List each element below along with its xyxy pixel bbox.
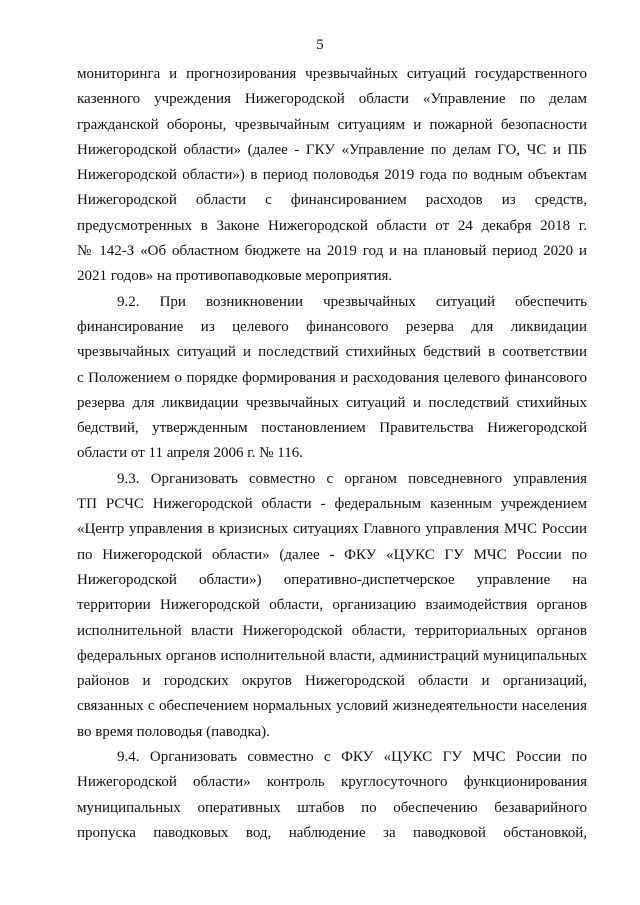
text-line: Нижегородской области» контроль круглосуточного функционирования <box>77 774 587 791</box>
text-line: районов и городских округов Нижегородской области и организаций, <box>77 673 587 690</box>
text-line: территории Нижегородской области, организацию взаимодействия органов <box>77 597 587 614</box>
text-line: федеральных органов исполнительной власти, администраций муниципальных <box>77 647 587 664</box>
text-line: Нижегородской области с финансированием расходов из средств, <box>77 192 587 209</box>
text-line: мониторинга и прогнозирования чрезвычайных ситуаций государственного <box>77 66 587 82</box>
text-line: во время половодья (паводка). <box>77 723 270 740</box>
text-line: ТП РСЧС Нижегородской области - федеральным казенным учреждением <box>77 496 587 513</box>
text-line: 9.2. При возникновении чрезвычайных ситуаций обеспечить <box>117 293 587 310</box>
paragraph-9-3 <box>77 467 587 745</box>
text-line: «Центр управления в кризисных ситуациях Главного управления МЧС России <box>77 521 587 538</box>
text-line: резерва для ликвидации чрезвычайных ситуаций и последствий стихийных <box>77 394 587 411</box>
text-line: Нижегородской области») оперативно-диспетчерское управление на <box>77 571 587 588</box>
text-line: по Нижегородской области» (далее - ФКУ «ЦУКС ГУ МЧС России по <box>77 546 587 563</box>
text-line: Нижегородской области») в период половодья 2019 года по водным объектам <box>77 167 587 184</box>
text-line: исполнительной власти Нижегородской области, территориальных органов <box>77 622 587 639</box>
text-line: пропуска паводковых вод, наблюдение за паводковой обстановкой, <box>77 824 587 841</box>
text-line: муниципальных оперативных штабов по обеспечению безаварийного <box>77 799 587 816</box>
text-line: казенного учреждения Нижегородской области «Управление по делам <box>77 91 587 108</box>
body-text <box>77 62 587 846</box>
text-line: предусмотренных в Законе Нижегородской области от 24 декабря 2018 г. <box>77 217 587 234</box>
paragraph-continuation <box>77 62 587 290</box>
paragraph-9-2 <box>77 290 587 467</box>
text-line: 9.4. Организовать совместно с ФКУ «ЦУКС ГУ МЧС России по <box>117 749 587 766</box>
text-line: финансирование из целевого финансового резерва для ликвидации <box>77 318 587 335</box>
text-line: связанных с обеспечением нормальных условий жизнедеятельности населения <box>77 698 587 715</box>
text-line: с Положением о порядке формирования и расходования целевого финансового <box>77 369 587 386</box>
text-line: Нижегородской области» (далее - ГКУ «Управление по делам ГО, ЧС и ПБ <box>77 141 587 158</box>
text-line: 2021 годов» на противопаводковые мероприятия. <box>77 268 393 285</box>
text-line: бедствий, утвержденным постановлением Правительства Нижегородской <box>77 420 587 437</box>
text-line: чрезвычайных ситуаций и последствий стихийных бедствий в соответствии <box>77 344 587 361</box>
paragraph-9-4 <box>77 745 587 846</box>
text-line: гражданской обороны, чрезвычайным ситуациям и пожарной безопасности <box>77 116 587 133</box>
text-line: области от 11 апреля 2006 г. № 116. <box>77 445 303 462</box>
text-line: 9.3. Организовать совместно с органом повседневного управления <box>117 470 587 487</box>
page-number: 5 <box>316 37 324 53</box>
text-line: № 142-З «Об областном бюджете на 2019 год и на плановый период 2020 и <box>77 243 587 260</box>
